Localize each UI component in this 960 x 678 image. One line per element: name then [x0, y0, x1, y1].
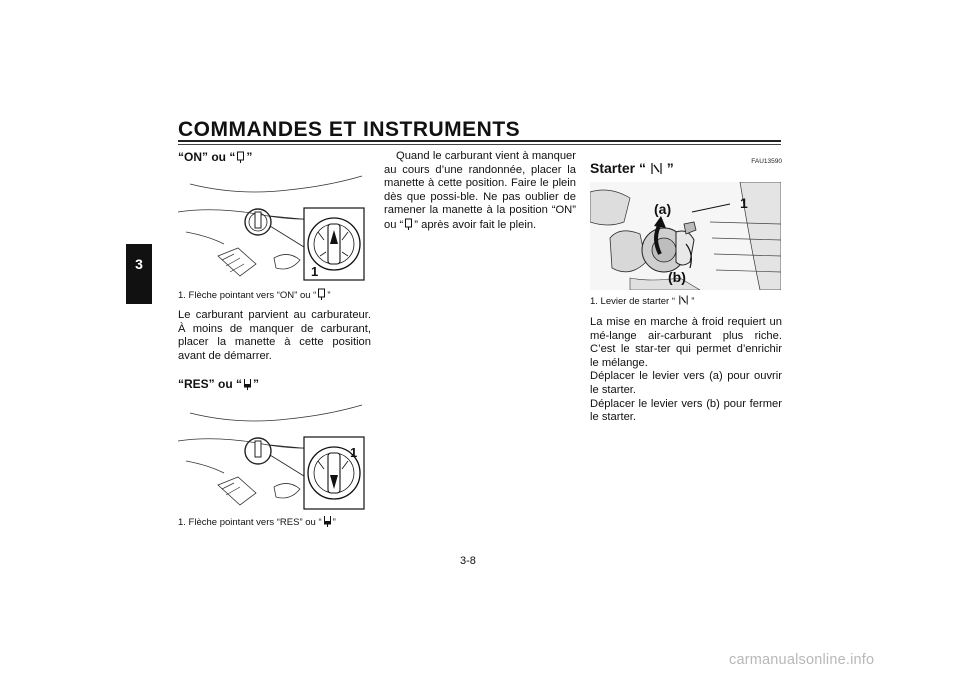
header-rule [178, 140, 781, 142]
para-on: Le carburant parvient au carburateur. À moins de manquer de carburant, placer la manette à cette position avant de démarrer. [178, 309, 371, 362]
choke-icon [651, 162, 662, 175]
fuel-cock-res-figure [178, 399, 369, 511]
starter-heading-text: Starter “ [590, 160, 650, 176]
fig1-caption [178, 288, 371, 301]
fig1-caption-end: ” [327, 290, 331, 301]
fuel-reserve-icon [323, 515, 332, 527]
page-number: 3-8 [460, 555, 476, 567]
para-starter-close: Déplacer le levier vers (b) pour fermer le starter. [590, 397, 782, 424]
res-heading [178, 377, 371, 395]
res-heading-text: “RES” ou “ [178, 377, 243, 392]
fig1-callout: 1 [311, 264, 319, 279]
para-res-end: ” après avoir fait le plein. [414, 218, 537, 231]
choke-label-a: (a) [654, 201, 672, 217]
fuel-cock-on-drawing [178, 172, 369, 284]
choke-caption-end: ” [688, 296, 695, 307]
fuel-on-icon [404, 218, 413, 230]
fig2-callout: 1 [350, 445, 358, 461]
para-res-text: Quand le carburant vient à manquer au cours d’une randonnée, placer la manette à cette position. Faire le plein dès que possi-ble. Ne pas oublier de ramener la manette à la position “ON” ou “ [384, 150, 576, 231]
section-code: FAU13590 [751, 158, 782, 165]
on-heading-text: “ON” ou “ [178, 150, 236, 164]
para-res [384, 150, 576, 233]
starter-heading-end: ” [662, 160, 674, 176]
fuel-reserve-icon [243, 378, 252, 390]
choke-icon [679, 294, 688, 306]
header-rule-thin [178, 144, 781, 145]
fig2-caption-end: ” [332, 517, 336, 529]
choke-callout: 1 [740, 195, 748, 211]
para-starter-open: Déplacer le levier vers (a) pour ouvrir le starter. [590, 370, 782, 396]
fuel-on-icon [317, 288, 326, 300]
choke-caption-text: 1. Levier de starter “ [590, 296, 678, 307]
chapter-tab: 3 [126, 244, 152, 304]
fuel-on-icon [236, 151, 245, 163]
para-starter-intro: La mise en marche à froid requiert un mé-lange air-carburant plus riche. C’est le star-ter qui permet d’enrichir le mélange. [590, 316, 782, 369]
choke-label-b: (b) [668, 269, 686, 285]
fig1-caption-text: 1. Flèche pointant vers “ON” ou “ [178, 290, 317, 301]
fig2-caption [178, 515, 371, 528]
fuel-cock-res-drawing [178, 399, 369, 511]
header-title: COMMANDES ET INSTRUMENTS [178, 118, 521, 141]
res-heading-end: ” [253, 377, 260, 392]
column-middle [384, 150, 576, 233]
fig2-caption-text: 1. Flèche pointant vers “RES” ou “ [178, 517, 322, 529]
on-heading-end: ” [246, 150, 253, 164]
choke-lever-drawing [590, 182, 781, 290]
watermark: carmanualsonline.info [729, 652, 875, 668]
on-heading [178, 150, 371, 168]
column-left [178, 150, 371, 528]
fuel-cock-on-figure [178, 172, 369, 284]
choke-lever-figure [590, 182, 781, 290]
column-right [590, 150, 782, 425]
choke-caption [590, 294, 782, 307]
